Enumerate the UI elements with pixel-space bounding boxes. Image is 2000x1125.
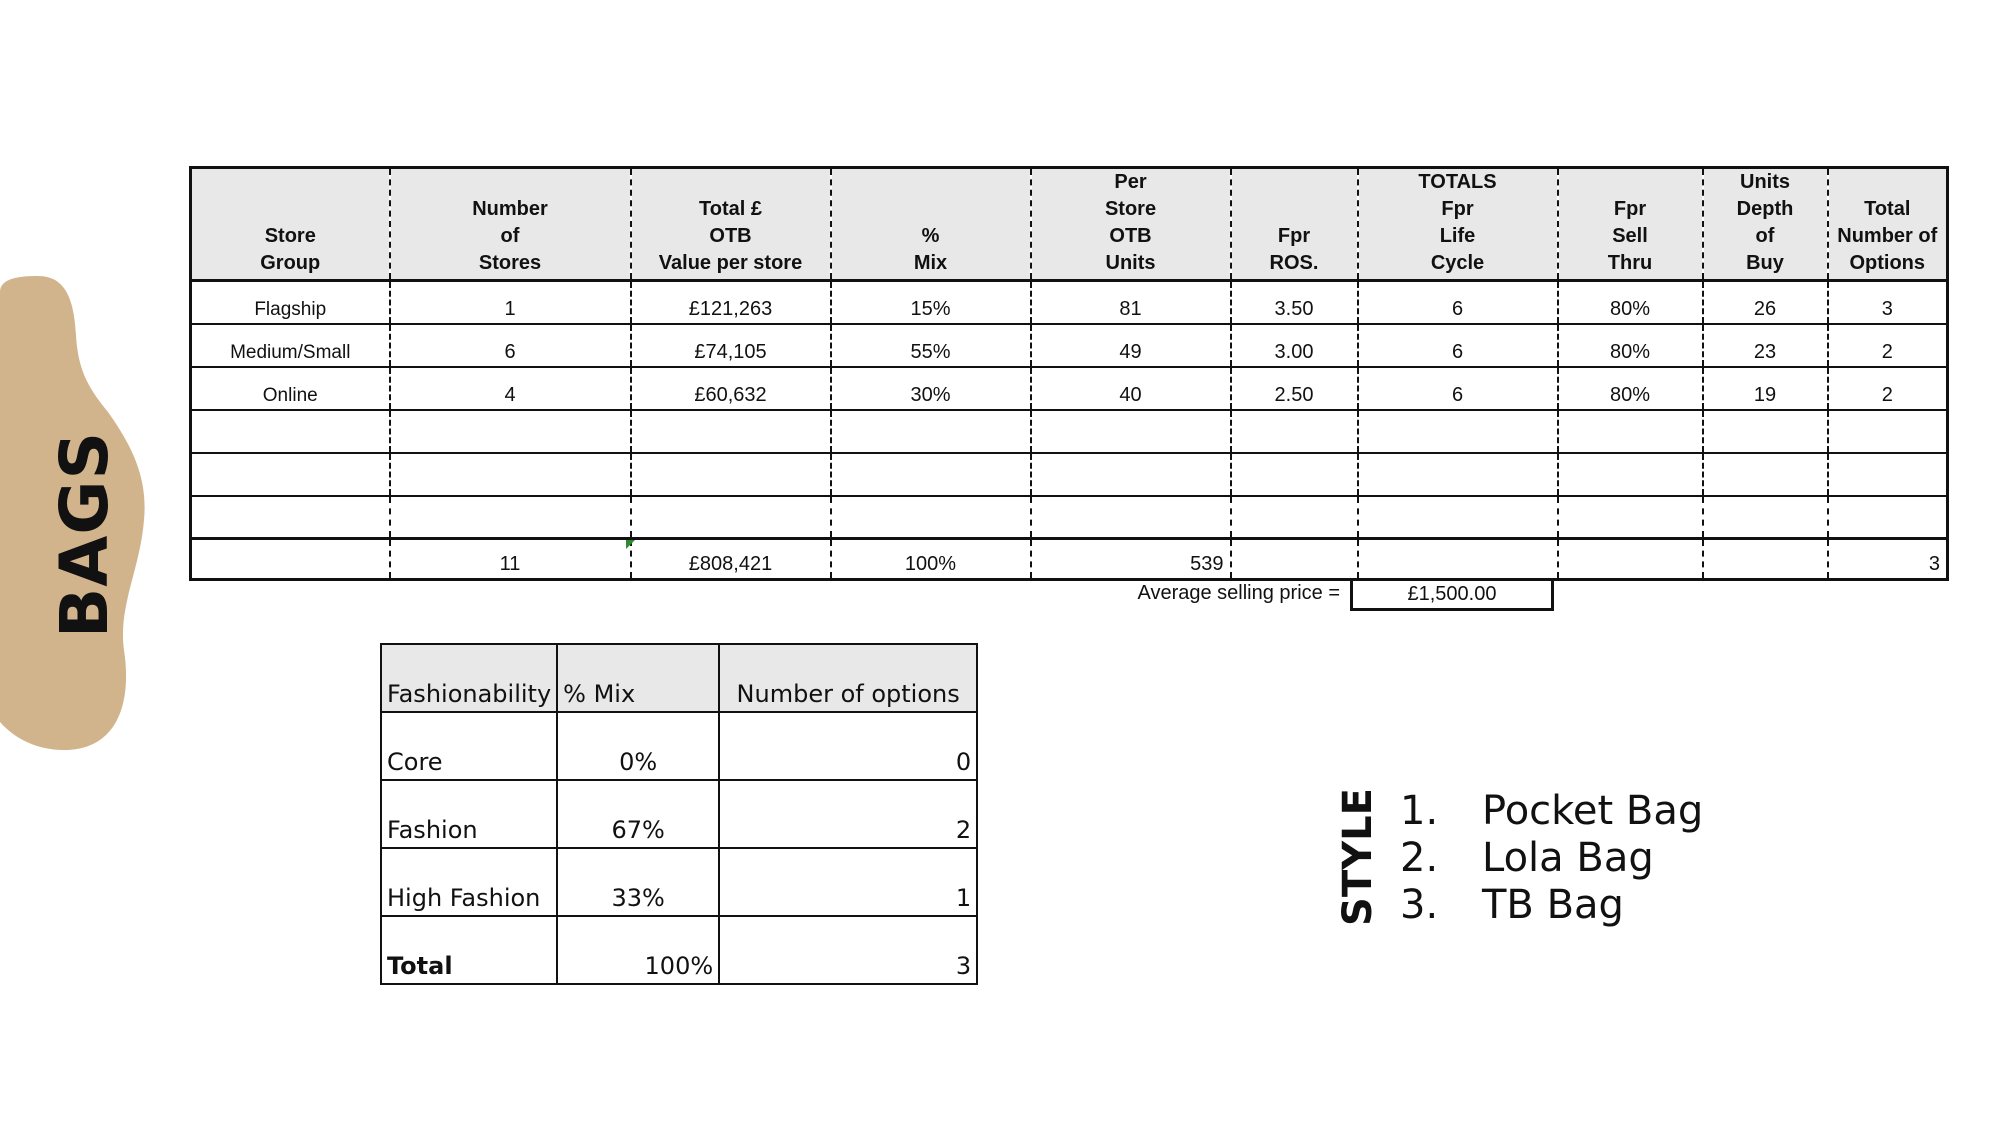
table-cell: 15% xyxy=(831,281,1031,324)
total-options: 3 xyxy=(1828,539,1948,580)
table-row xyxy=(191,281,1948,324)
header-number-of-stores: Number of Stores xyxy=(390,168,631,281)
table-row-empty xyxy=(191,410,1948,453)
table-cell: 1 xyxy=(390,281,631,324)
table-cell: 6 xyxy=(1358,367,1558,410)
table-cell: Flagship xyxy=(191,281,390,324)
otb-table xyxy=(189,166,1949,581)
header-fpr-ros: Fpr ROS. xyxy=(1231,168,1358,281)
header-units-depth-of-buy: Units Depth of Buy xyxy=(1703,168,1828,281)
table-cell: 55% xyxy=(831,324,1031,367)
list-item xyxy=(1400,835,1703,882)
total-otb: £808,421 xyxy=(631,539,831,580)
table-cell: 6 xyxy=(1358,324,1558,367)
header-fashionability: Fashionability xyxy=(381,644,557,712)
table-cell: £74,105 xyxy=(631,324,831,367)
table-cell: 19 xyxy=(1703,367,1828,410)
table-cell: 3.50 xyxy=(1231,281,1358,324)
table-cell: 3 xyxy=(1828,281,1948,324)
table-cell: 49 xyxy=(1031,324,1231,367)
table-cell: 2 xyxy=(1828,324,1948,367)
list-number: 1. xyxy=(1400,788,1439,834)
total-stores: 11 xyxy=(390,539,631,580)
table-cell: 2.50 xyxy=(1231,367,1358,410)
row-label: Fashion xyxy=(381,780,557,848)
header-mix: % Mix xyxy=(557,644,719,712)
fashionability-header-row xyxy=(381,644,977,712)
fashionability-total-row xyxy=(381,916,977,984)
list-item xyxy=(1400,882,1703,929)
table-cell: £121,263 xyxy=(631,281,831,324)
table-cell: £60,632 xyxy=(631,367,831,410)
table-row xyxy=(381,848,977,916)
row-options: 1 xyxy=(719,848,977,916)
table-cell: 23 xyxy=(1703,324,1828,367)
list-number: 3. xyxy=(1400,882,1439,928)
row-label: Core xyxy=(381,712,557,780)
table-cell: 26 xyxy=(1703,281,1828,324)
table-cell: 4 xyxy=(390,367,631,410)
total-cell-empty xyxy=(1231,539,1358,580)
total-units: 539 xyxy=(1031,539,1231,580)
header-store-group: Store Group xyxy=(191,168,390,281)
list-item xyxy=(1400,788,1703,835)
row-options: 2 xyxy=(719,780,977,848)
table-row-empty xyxy=(191,496,1948,539)
style-name: Pocket Bag xyxy=(1482,788,1704,834)
row-options: 0 xyxy=(719,712,977,780)
header-per-store-otb-units: Per Store OTB Units xyxy=(1031,168,1231,281)
header-number-of-options: Number of options xyxy=(719,644,977,712)
header-totals-life-cycle: TOTALS Fpr Life Cycle xyxy=(1358,168,1558,281)
table-cell: 30% xyxy=(831,367,1031,410)
table-cell: 2 xyxy=(1828,367,1948,410)
cell-comment-marker xyxy=(626,540,635,549)
table-cell: Online xyxy=(191,367,390,410)
otb-totals-row xyxy=(191,539,1948,580)
total-mix: 100% xyxy=(831,539,1031,580)
table-row-empty xyxy=(191,453,1948,496)
list-number: 2. xyxy=(1400,835,1439,881)
total-label: Total xyxy=(381,916,557,984)
otb-header-row xyxy=(191,168,1948,281)
total-cell-empty xyxy=(1703,539,1828,580)
section-title: BAGS xyxy=(46,430,123,638)
row-mix: 0% xyxy=(557,712,719,780)
table-cell: 40 xyxy=(1031,367,1231,410)
row-mix: 67% xyxy=(557,780,719,848)
fashionability-table xyxy=(380,643,978,985)
average-selling-price-value: £1,500.00 xyxy=(1350,580,1554,611)
table-cell: Medium/Small xyxy=(191,324,390,367)
table-cell: 81 xyxy=(1031,281,1231,324)
table-cell: 6 xyxy=(1358,281,1558,324)
table-cell: 80% xyxy=(1558,324,1703,367)
table-row xyxy=(191,324,1948,367)
header-mix: % Mix xyxy=(831,168,1031,281)
header-total-options: Total Number of Options xyxy=(1828,168,1948,281)
table-cell: 80% xyxy=(1558,367,1703,410)
average-selling-price-label: Average selling price = xyxy=(1137,582,1340,604)
table-cell: 6 xyxy=(390,324,631,367)
table-cell: 80% xyxy=(1558,281,1703,324)
total-cell-empty xyxy=(1558,539,1703,580)
table-row xyxy=(191,367,1948,410)
header-total-otb: Total £ OTB Value per store xyxy=(631,168,831,281)
row-label: High Fashion xyxy=(381,848,557,916)
table-row xyxy=(381,780,977,848)
style-name: TB Bag xyxy=(1482,882,1624,928)
total-cell-empty xyxy=(191,539,390,580)
style-name: Lola Bag xyxy=(1482,835,1654,881)
style-list xyxy=(1400,788,1703,929)
header-fpr-sell-thru: Fpr Sell Thru xyxy=(1558,168,1703,281)
table-cell: 3.00 xyxy=(1231,324,1358,367)
total-cell-empty xyxy=(1358,539,1558,580)
total-options: 3 xyxy=(719,916,977,984)
table-row xyxy=(381,712,977,780)
style-title: STYLE xyxy=(1335,788,1381,926)
total-mix: 100% xyxy=(557,916,719,984)
row-mix: 33% xyxy=(557,848,719,916)
